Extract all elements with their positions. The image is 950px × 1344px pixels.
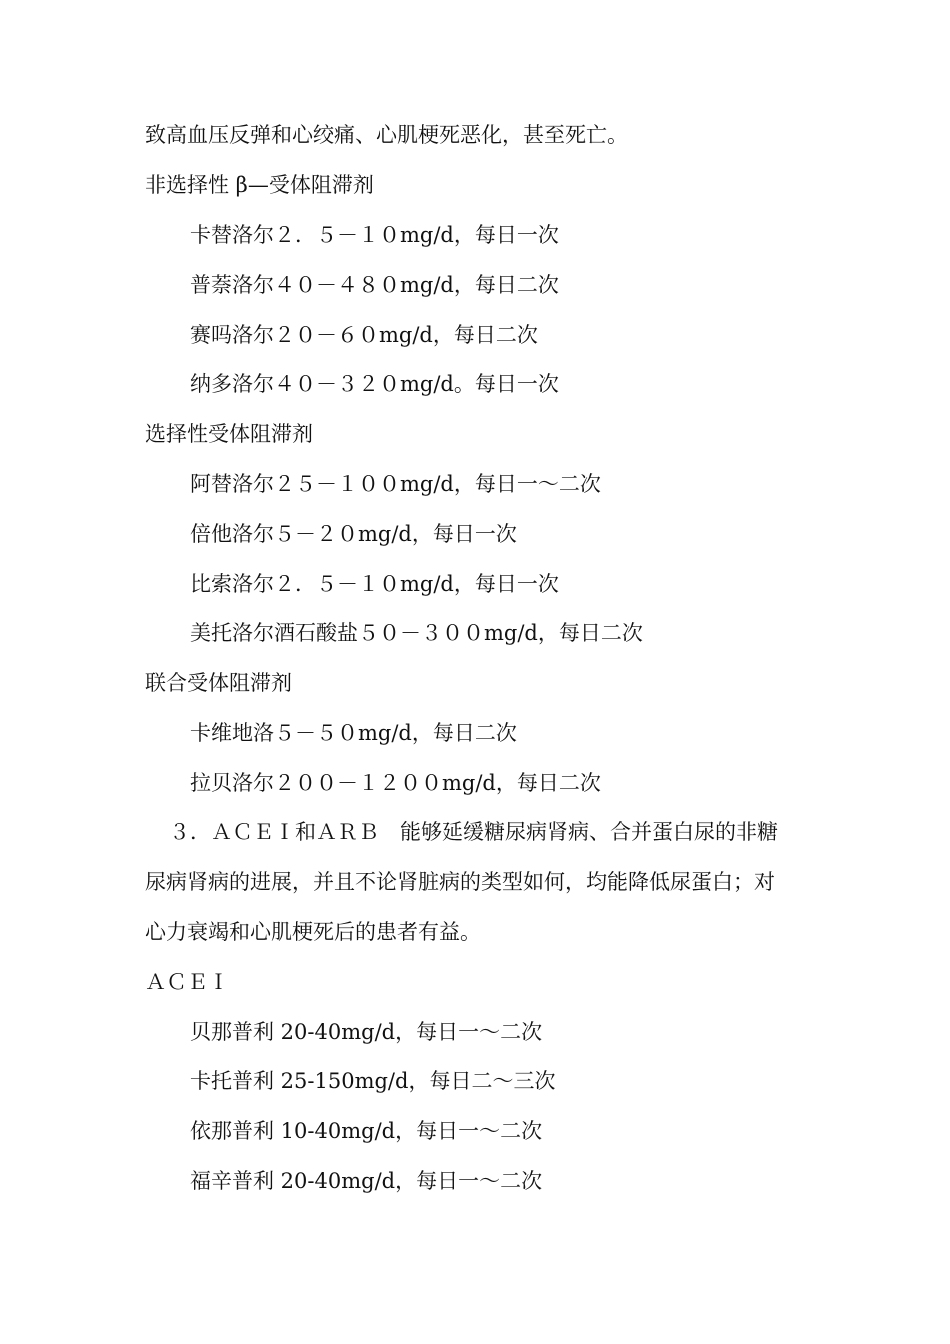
drug-line-bisoprolol: 比索洛尔２．５－１０mg/d，每日一次 [190,572,559,596]
paragraph-acei-arb-line-3: 心力衰竭和心肌梗死后的患者有益。 [145,920,481,944]
heading-combined-blockers: 联合受体阻滞剂 [145,671,292,695]
drug-line-captopril: 卡托普利 25-150mg/d，每日二～三次 [190,1069,556,1093]
drug-line-metoprolol-tartrate: 美托洛尔酒石酸盐５０－３００mg/d，每日二次 [190,621,643,645]
text-line-continuation: 致高血压反弹和心绞痛、心肌梗死恶化，甚至死亡。 [145,123,628,147]
heading-nonselective-beta-blockers: 非选择性 β—受体阻滞剂 [145,173,374,197]
heading-selective-beta-blockers: 选择性受体阻滞剂 [145,422,313,446]
paragraph-acei-arb-line-1: ３．ＡＣＥＩ和ＡＲＢ 能够延缓糖尿病肾病、合并蛋白尿的非糖 [169,820,778,844]
drug-line-betaxolol: 倍他洛尔５－２０mg/d，每日一次 [190,522,517,546]
drug-line-labetalol: 拉贝洛尔２００－１２００mg/d，每日二次 [190,771,601,795]
drug-line-enalapril: 依那普利 10-40mg/d，每日一～二次 [190,1119,543,1143]
drug-line-nadolol: 纳多洛尔４０－３２０mg/d。每日一次 [190,372,559,396]
drug-line-atenolol: 阿替洛尔２５－１００mg/d，每日一～二次 [190,472,601,496]
drug-line-benazepril: 贝那普利 20-40mg/d，每日一～二次 [190,1020,543,1044]
drug-line-propranolol: 普萘洛尔４０－４８０mg/d，每日二次 [190,273,559,297]
drug-line-timolol: 赛吗洛尔２０－６０mg/d，每日二次 [190,323,538,347]
heading-acei: ＡＣＥＩ [145,970,229,994]
paragraph-acei-arb-line-2: 尿病肾病的进展，并且不论肾脏病的类型如何，均能降低尿蛋白；对 [145,870,775,894]
drug-line-carteolol: 卡替洛尔２．５－１０mg/d，每日一次 [190,223,559,247]
drug-line-carvedilol: 卡维地洛５－５０mg/d，每日二次 [190,721,517,745]
drug-line-fosinopril: 福辛普利 20-40mg/d，每日一～二次 [190,1169,543,1193]
